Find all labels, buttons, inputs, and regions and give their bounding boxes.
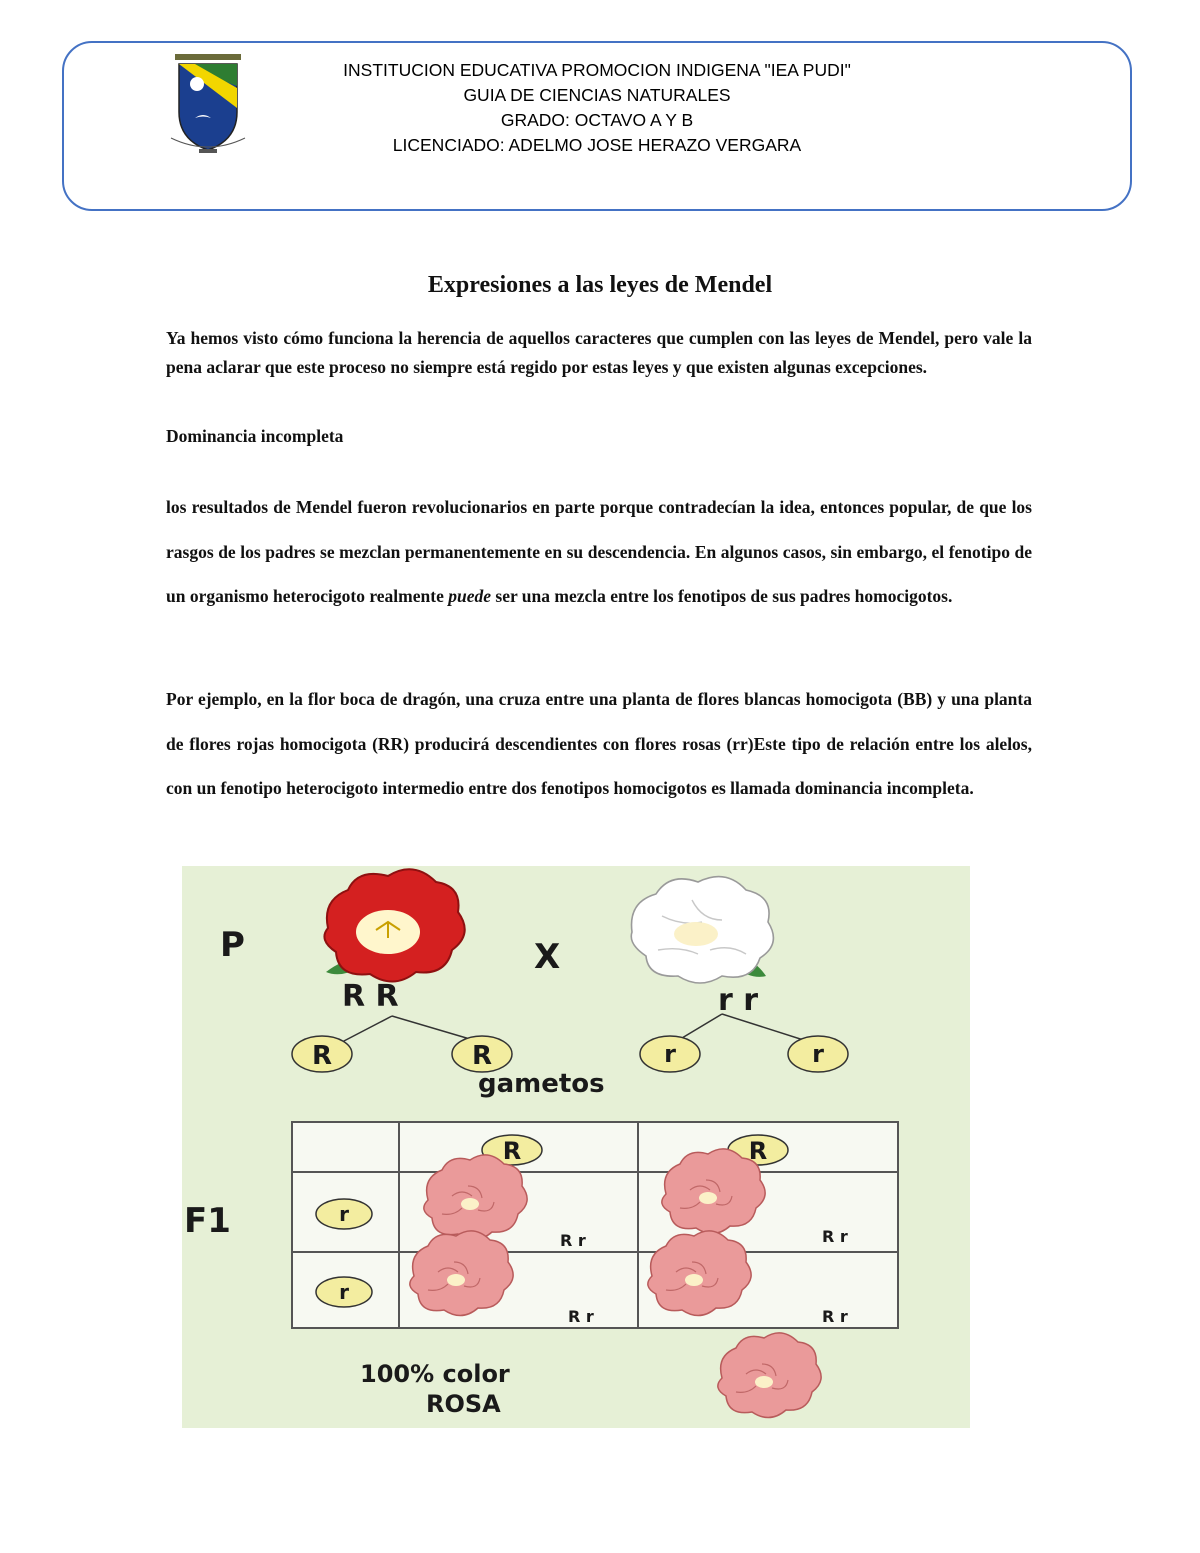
white-flower-icon (631, 877, 773, 983)
paragraph2-italic-word: puede (448, 586, 492, 606)
parent1-genotype: R R (342, 979, 399, 1014)
gamete-circle (788, 1036, 848, 1072)
intro-paragraph: Ya hemos visto cómo funciona la herencia de aquellos caracteres que cumplen con las leyes de Mendel, pero vale la pena aclarar que este proceso no siempre está regido por estas leyes y que existen algunas excepciones. (166, 328, 1032, 377)
punnett-figure (182, 866, 970, 1428)
header-text (250, 58, 944, 158)
section-subtitle: Dominancia incompleta (166, 426, 344, 446)
cell-genotype: R r (568, 1307, 594, 1326)
gamete-label: R (311, 1041, 333, 1071)
row-gamete-label: r (339, 1202, 349, 1226)
cross-symbol: X (534, 937, 561, 977)
gamete-label: r (664, 1040, 676, 1068)
guide-subject: GUIA DE CIENCIAS NATURALES (463, 85, 731, 105)
result-line-2: ROSA (426, 1390, 501, 1418)
column-gamete-label: R (748, 1137, 768, 1165)
cell-genotype: R r (560, 1231, 586, 1250)
parent2-genotype: r r (718, 983, 759, 1018)
result-line-1: 100% color (360, 1360, 510, 1388)
gamete-circle (292, 1036, 352, 1072)
punnett-square (292, 1122, 898, 1328)
cell-genotype: R r (822, 1307, 848, 1326)
parental-label: P (220, 925, 245, 965)
gamete-label: r (812, 1040, 824, 1068)
paragraph-incomplete-dominance (166, 485, 1032, 619)
cell-genotype: R r (822, 1227, 848, 1246)
pink-flower-icon (718, 1333, 821, 1418)
row-gamete (316, 1199, 372, 1229)
red-flower-icon (324, 869, 464, 981)
paragraph2-text-a: los resultados de Mendel fueron revolucionarios en parte porque contradecían la idea, entonces popular, de que los rasgos de los padres se mezclan permanentemente en su descendencia. En algunos casos, sin embargo, el fenotipo de un organismo heterocigoto realmente (166, 497, 1032, 606)
grade: GRADO: OCTAVO A Y B (500, 110, 694, 130)
school-crest-logo (165, 52, 251, 158)
page-title: Expresiones a las leyes de Mendel (427, 272, 773, 298)
row-gamete (316, 1277, 372, 1307)
f1-label: F1 (184, 1201, 231, 1241)
gamete-circle (640, 1036, 700, 1072)
gametes-label: gametos (478, 1069, 605, 1099)
paragraph2-text-b: ser una mezcla entre los fenotipos de sus padres homocigotos. (491, 586, 953, 606)
paragraph-example: Por ejemplo, en la flor boca de dragón, una cruza entre una planta de flores blancas homocigota (BB) y una planta de flores rojas homocigota (RR) producirá descendientes con flores rosas (rr)Este tipo de relación entre los alelos, con un fenotipo heterocigoto intermedio entre dos fenotipos homocigotos es llamada dominancia incompleta. (166, 689, 1032, 798)
column-gamete-label: R (502, 1137, 522, 1165)
institution-name: INSTITUCION EDUCATIVA PROMOCION INDIGENA "IEA PUDI" (343, 60, 851, 80)
gamete-label: R (471, 1041, 493, 1071)
row-gamete-label: r (339, 1280, 349, 1304)
gamete-circle (452, 1036, 512, 1072)
teacher: LICENCIADO: ADELMO JOSE HERAZO VERGARA (392, 135, 802, 155)
